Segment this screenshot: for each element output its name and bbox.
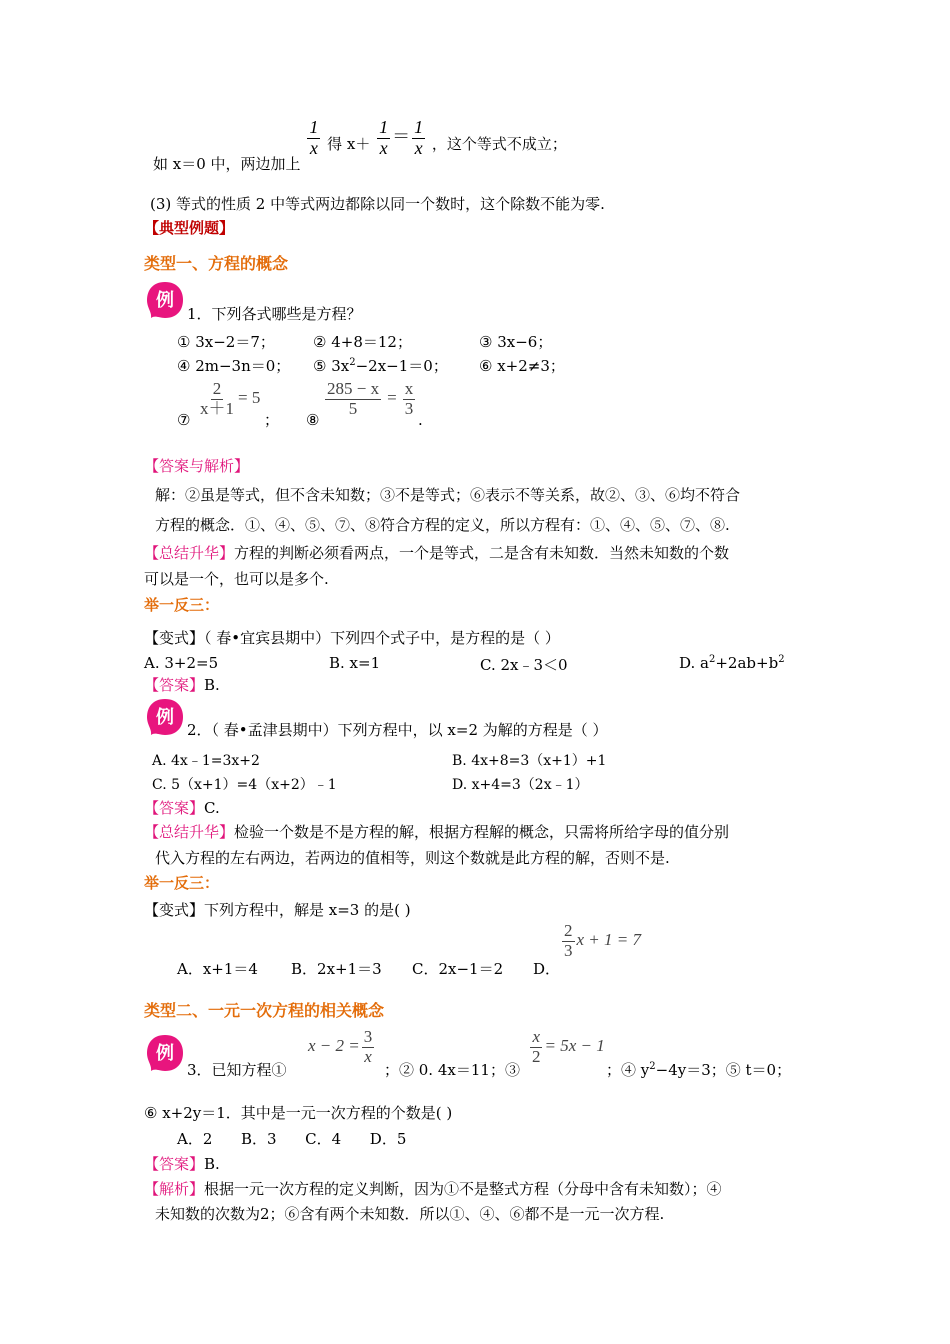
ex3-analysis-line-1: 【解析】根据一元一次方程的定义判断，因为①不是整式方程（分母中含有未知数）；④ — [144, 1180, 722, 1198]
fraction-1-over-x: $\frac{1}{x}$ — [309, 117, 319, 158]
ex1-item-8-mark: ⑧ — [306, 411, 320, 429]
ex1-item-2: ② 4+8＝12； — [313, 333, 412, 351]
ex3-options: A．2 B．3 C．4 D．5 — [177, 1130, 407, 1148]
ex3-question-c: ；④ $y^2-4y=3$；⑤ t＝0； — [606, 1061, 792, 1079]
example-badge-icon — [145, 280, 185, 320]
var2-option-a: A．x+1＝4 — [177, 960, 258, 978]
summary2-line-2: 代入方程的左右两边，若两边的值相等，则这个数就是此方程的解，否则不是. — [155, 849, 670, 867]
ans1-line-2: 方程的概念．①、④、⑤、⑦、⑧符合方程的定义，所以方程有：①、④、⑤、⑦、⑧. — [155, 516, 730, 534]
juyi-2: 举一反三： — [144, 874, 220, 892]
var2-question: 【变式】下列方程中，解是 x=3 的是( ) — [144, 901, 411, 919]
ex2-answer: 【答案】C. — [144, 799, 220, 817]
ex1-item-5: ⑤ $3x^2-2x-1=0$； — [313, 357, 448, 375]
ex1-item-7-equation: $\frac{2}{x+1}$ = 5 — [200, 379, 261, 418]
example-badge-icon — [145, 697, 185, 737]
ex3-answer: 【答案】B. — [144, 1155, 220, 1173]
var2-option-d: D． — [533, 960, 561, 978]
var2-option-d-equation: $\frac{2}{3}$ x + 1 = 7 — [564, 921, 641, 960]
ex1-item-3: ③ 3x−6； — [479, 333, 553, 351]
var1-answer: 【答案】B. — [144, 676, 220, 694]
summary2-line-1: 【总结升华】检验一个数是不是方程的解，根据方程解的概念，只需将所给字母的值分别 — [144, 823, 730, 841]
var1-option-b: B. x=1 — [329, 654, 381, 672]
var1-question: 【变式】（ 春•宜宾县期中）下列四个式子中，是方程的是（ ） — [144, 629, 560, 647]
type2-title: 类型二、一元一次方程的相关概念 — [144, 1001, 385, 1020]
ex2-option-a: A. 4x﹣1=3x+2 — [152, 753, 260, 769]
ex2-option-d: D. x+4=3（2x﹣1） — [452, 777, 589, 793]
ex3-analysis-line-2: 未知数的次数为2；⑥含有两个未知数．所以①、④、⑥都不是一元一次方程. — [155, 1205, 665, 1223]
ex3-line-2: ⑥ x+2y＝1．其中是一元一次方程的个数是( ) — [144, 1104, 453, 1122]
svg-text:例: 例 — [156, 1043, 174, 1064]
ex3-question-b: ；② 0. 4x＝11；③ — [384, 1061, 520, 1079]
juyi-1: 举一反三： — [144, 596, 220, 614]
ex2-option-b: B. 4x+8=3（x+1）+1 — [452, 753, 607, 769]
intro-line-1: 如 x＝0 中，两边加上 $\frac{1}{x}$ 得 x＋ $\frac{1}{x}$ ＝ $\frac{1}{x}$ ，这个等式不成立； — [153, 117, 567, 174]
fraction-1-over-x: $\frac{1}{x}$ — [379, 117, 389, 158]
ex1-item-6: ⑥ x+2≠3； — [479, 357, 565, 375]
type1-title: 类型一、方程的概念 — [144, 254, 289, 273]
ex2-option-c: C. 5（x+1）=4（x+2）﹣1 — [152, 777, 337, 793]
ex1-item-4: ④ 2m−3n＝0； — [177, 357, 291, 375]
summary1-line-2: 可以是一个，也可以是多个. — [144, 570, 329, 588]
ex1-question: 1．下列各式哪些是方程？ — [187, 305, 362, 323]
ans1-line-1: 解：②虽是等式，但不含未知数；③不是等式；⑥表示不等关系，故②、③、⑥均不符合 — [155, 486, 741, 504]
section-header: 【典型例题】 — [144, 219, 235, 237]
ex3-equation-1: x − 2 = $\frac{3}{x}$ — [308, 1027, 373, 1066]
ans1-label: 【答案与解析】 — [144, 457, 250, 475]
var1-option-c: C. 2x﹣3＜0 — [480, 656, 568, 674]
svg-text:例: 例 — [156, 290, 174, 311]
fraction-1-over-x: $\frac{1}{x}$ — [414, 117, 424, 158]
ex3-equation-3: $\frac{x}{2}$ = 5x − 1 — [532, 1027, 605, 1066]
var2-option-c: C．2x−1＝2 — [412, 960, 504, 978]
svg-text:例: 例 — [156, 707, 174, 728]
var1-option-d: D. $a^2+2ab+b^2$ — [679, 654, 785, 672]
ex1-item-7-mark: ⑦ — [177, 411, 191, 429]
ex1-item-1: ① 3x−2＝7； — [177, 333, 275, 351]
var2-option-b: B．2x+1＝3 — [291, 960, 382, 978]
intro-line-2: (3) 等式的性质 2 中等式两边都除以同一个数时，这个除数不能为零. — [150, 195, 605, 213]
ex1-item-8-equation: $\frac{285 - x}{5}$ = $\frac{x}{3}$ — [327, 379, 414, 418]
summary1-line-1: 【总结升华】方程的判断必须看两点，一个是等式，二是含有未知数．当然未知数的个数 — [144, 544, 730, 562]
ex2-question: 2．（ 春•孟津县期中）下列方程中，以 x=2 为解的方程是（ ） — [187, 721, 608, 739]
example-badge-icon — [145, 1033, 185, 1073]
ex3-question-a: 3．已知方程① — [187, 1061, 287, 1079]
var1-option-a: A. 3+2=5 — [144, 654, 219, 672]
